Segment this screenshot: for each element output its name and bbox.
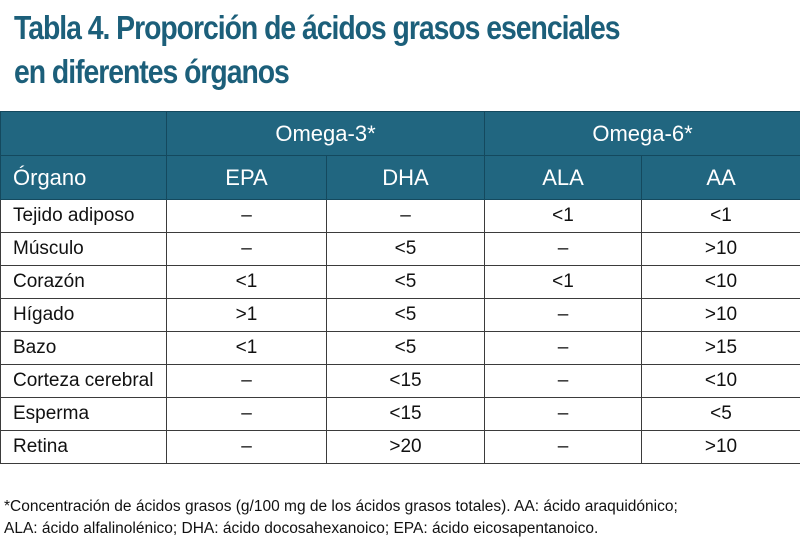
ala-cell: – [485, 365, 642, 398]
organ-cell: Músculo [1, 233, 167, 266]
epa-cell: – [167, 365, 327, 398]
column-header-dha: DHA [327, 156, 485, 200]
dha-cell: <5 [327, 332, 485, 365]
epa-cell: – [167, 398, 327, 431]
organ-cell: Bazo [1, 332, 167, 365]
table-footnote [4, 496, 794, 540]
group-header-omega-3: Omega-3* [167, 112, 485, 156]
organ-cell: Esperma [1, 398, 167, 431]
aa-cell: <10 [642, 266, 800, 299]
group-header-omega-6: Omega-6* [485, 112, 800, 156]
table-title [14, 6, 685, 94]
epa-cell: <1 [167, 332, 327, 365]
dha-cell: >20 [327, 431, 485, 464]
column-header-aa: AA [642, 156, 800, 200]
group-header-blank [1, 112, 167, 156]
epa-cell: – [167, 431, 327, 464]
column-header-ala: ALA [485, 156, 642, 200]
table-row [1, 299, 800, 332]
dha-cell: <5 [327, 266, 485, 299]
epa-cell: – [167, 200, 327, 233]
organ-cell: Corteza cerebral [1, 365, 167, 398]
ala-cell: – [485, 431, 642, 464]
table-row [1, 266, 800, 299]
organ-cell: Tejido adiposo [1, 200, 167, 233]
column-header-organ: Órgano [1, 156, 167, 200]
dha-cell: <15 [327, 365, 485, 398]
table-row [1, 332, 800, 365]
aa-cell: <10 [642, 365, 800, 398]
fatty-acids-table [0, 111, 800, 464]
table-row [1, 365, 800, 398]
table-row [1, 233, 800, 266]
column-header-epa: EPA [167, 156, 327, 200]
dha-cell: <5 [327, 299, 485, 332]
aa-cell: <1 [642, 200, 800, 233]
aa-cell: >10 [642, 431, 800, 464]
table-title-line-2: en diferentes órganos [14, 53, 289, 90]
ala-cell: <1 [485, 266, 642, 299]
dha-cell: <15 [327, 398, 485, 431]
group-header-row [1, 112, 800, 156]
organ-cell: Corazón [1, 266, 167, 299]
aa-cell: <5 [642, 398, 800, 431]
table-title-line-1: Tabla 4. Proporción de ácidos grasos esenciales [14, 9, 620, 46]
dha-cell: – [327, 200, 485, 233]
aa-cell: >10 [642, 233, 800, 266]
ala-cell: <1 [485, 200, 642, 233]
ala-cell: – [485, 233, 642, 266]
ala-cell: – [485, 332, 642, 365]
table-row [1, 200, 800, 233]
organ-cell: Retina [1, 431, 167, 464]
footnote-line-2: ALA: ácido alfalinolénico; DHA: ácido docosahexanoico; EPA: ácido eicosapentanoico. [4, 520, 599, 537]
column-header-row [1, 156, 800, 200]
ala-cell: – [485, 398, 642, 431]
table-row [1, 431, 800, 464]
dha-cell: <5 [327, 233, 485, 266]
organ-cell: Hígado [1, 299, 167, 332]
footnote-line-1: *Concentración de ácidos grasos (g/100 mg de los ácidos grasos totales). AA: ácido araquidónico; [4, 498, 678, 515]
epa-cell: – [167, 233, 327, 266]
epa-cell: <1 [167, 266, 327, 299]
aa-cell: >15 [642, 332, 800, 365]
ala-cell: – [485, 299, 642, 332]
aa-cell: >10 [642, 299, 800, 332]
epa-cell: >1 [167, 299, 327, 332]
table-row [1, 398, 800, 431]
